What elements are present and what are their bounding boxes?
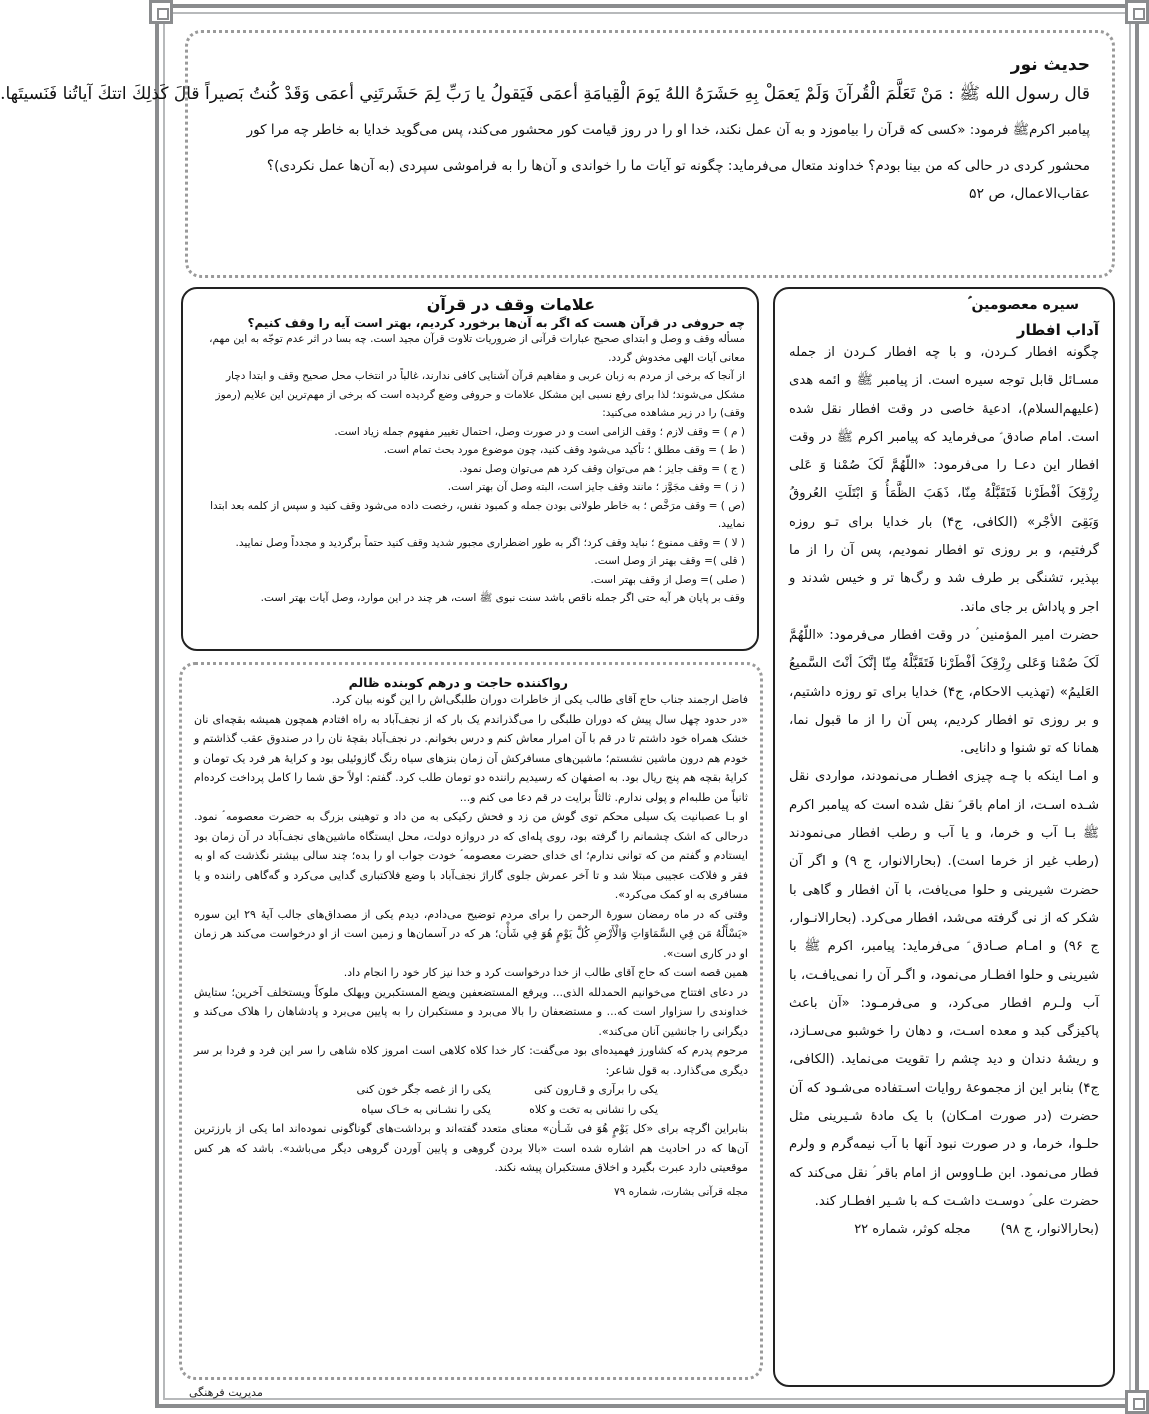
story-paragraph: مرحوم پدرم که کشاورز فهمیده‌ای بود می‌گفت: کار خدا کلاه کلاهی است امروز کلاه شاهی را سر این فرد و فردا بر سر دیگری می‌گذارد. به قول شاعر: — [194, 1044, 748, 1077]
story-box — [179, 662, 763, 1380]
waqf-mark-item: ( قلی )= وقف بهتر از وصل است. — [594, 555, 745, 567]
waqf-mark-item: ( ج ) = وقف جایز ؛ هم می‌توان وقف کرد هم می‌توان وصل نمود. — [459, 462, 745, 475]
story-paragraph: فاضل ارجمند جناب حاج آقای طالب یکی از خاطرات دوران طلبگی‌اش را این گونه بیان کرد. — [331, 693, 748, 706]
hadith-translation-line-1: پیامبر اکرمﷺ فرمود: «کسی که قرآن را بیاموزد و به آن عمل نکند، خدا او را در روز قیامت کور محشور می‌کند، پس می‌گوید خدایا به خاطر چه مرا کور — [246, 122, 1090, 138]
waqf-mark-item: ( ز ) = وقف مجَوَّز ؛ مانند وقف جایز است، البته وصل آن بهتر است. — [447, 481, 745, 493]
corner-ornament-icon — [1125, 1390, 1149, 1414]
sireh-title: سیره معصومین ؑ — [968, 297, 1079, 313]
waqf-mark-item: ( صلی )= وصل از وقف بهتر است. — [590, 573, 745, 586]
sireh-citation: (بحارالانوار، ج ۹۸) — [1000, 1222, 1099, 1238]
story-source: مجله قرآنی بشارت، شماره ۷۹ — [613, 1185, 748, 1198]
corner-ornament-icon — [1125, 0, 1149, 24]
hadith-title: حدیث نور — [1010, 55, 1090, 75]
waqf-mark-item: ( م ) = وقف لازم ؛ وقف الزامی است و در صورت وصل، احتمال تغییر مفهوم جمله زیاد است. — [334, 425, 745, 438]
story-paragraph: وقتی که در ماه رمضان سورهٔ الرحمن را برای مردم توضیح می‌دادم، دیدم یکی از مصداق‌های جالب آیهٔ ۲۹ این سوره «يَسْأَلُهُ مَن فِي السَّمَاوَاتِ وَالْأَرْضِ كُلَّ يَوْمٍ هُوَ فِي شَأْن؛ هر که در آسمان‌ها و زمین است از او درخواست می‌کند هر زمان او در کاری است». — [194, 907, 748, 960]
waqf-mark-item: وقف بر پایان هر آیه حتی اگر جمله ناقص باشد سنت نبوی ﷺ است، هر چند در این موارد، وصل آیات بهتر است. — [260, 592, 745, 604]
waqf-marks-box — [181, 287, 759, 651]
sireh-box — [773, 287, 1115, 1387]
poem-hemistich: یکی را نشـانی به خـاک سیاه — [361, 1102, 491, 1116]
sireh-subtitle: آداب افطار — [1016, 321, 1099, 339]
waqf-paragraph: از آنجا که برخی از مردم به زبان عربی و مفاهیم قرآن آشنایی کافی ندارند، غالباً در انتخاب محل صحیح وقف و ابتدا دچار مشکل می‌شوند؛ لذا برای رفع نسبی این مشکل علامات و حروفی وضع گردیده است که برخی از مهم‌ترین این علایم (رموز وقف) را در زیر مشاهده می‌کنید: — [215, 370, 745, 419]
hadith-source: عقاب‌الاعمال، ص ۵۲ — [968, 186, 1090, 202]
poem-hemistich: یکی را برآری و قـارون کنی — [534, 1083, 658, 1096]
poem — [194, 1080, 748, 1119]
waqf-mark-item: (ص ) = وقف مرَخَّص ؛ به خاطر طولانی بودن جمله و کمبود نفس، رخصت داده می‌شود وقف کنید و سپس از کلمه بعد ابتدا نمایید. — [210, 499, 745, 530]
sireh-source-row — [789, 1216, 1099, 1244]
waqf-mark-item: ( ط ) = وقف مطلق ؛ تأکید می‌شود وقف کنید، چون موضوع مورد بحث تمام است. — [383, 444, 745, 456]
waqf-question: چه حروفی در قرآن هست که اگر به آن‌ها برخورد کردیم، بهتر است آیه را وقف کنیم؟ — [247, 316, 745, 330]
waqf-title: علامات وقف در قرآن — [426, 295, 595, 314]
footer-department: مدیریت فرهنگی — [189, 1386, 263, 1399]
story-paragraph: در دعای افتتاح می‌خوانیم الحمدلله الذی... ویرفع المستضعفین ویضع المستکبرین ویهلک ملوکاً ویستخلف آخرین؛ ستایش خداوندی را سزاوار است که... و مستضعفان را بالا می‌برد و مستکبران را به پایین می‌برد و پادشاهان را هلاک می‌کند و دیگرانی را جانشین آنان می‌کند». — [194, 985, 748, 1038]
waqf-mark-item: ( لا ) = وقف ممنوع ؛ نباید وقف کرد؛ اگر به طور اضطراری مجبور شدید وقف کنید حتماً برگردید و مجدداً وصل نمایید. — [235, 536, 745, 549]
hadith-box — [0, 30, 1115, 278]
hadith-arabic-text: قال رسول الله ﷺ : مَنْ تَعَلَّمَ الْقُرآنَ وَلَمْ يَعمَلْ بِهِ حَشَرَهُ اللهُ يَومَ الْقِيامَةِ أعمَى فَيَقولُ يا رَبِّ لِمَ حَشَرتَنِي أعمَى وَقَدْ كُنتُ بَصيراً قالَ كَذلِكَ اتتكَ آياتُنا فَنَسيتَها. — [0, 84, 1090, 104]
sireh-paragraph: و امـا اینکه با چـه چیزی افطـار می‌نمودند، مواردی نقل شـده اسـت، از امام باقر ؑ نقل شده است که پیامبر اکرم ﷺ بـا آب و خرما، و یا آب و رطب افطار می‌نمودند (رطب غیر از خرما است). (بحارالانوار، ج ۹) و اگر آن حضرت شیرینی و حلوا می‌یافت، با آن افطار و گاهی با شکر که از نی گرفته می‌شد، افطار می‌کرد. (بحارالانـوار، ج ۹۶) و امـام صـادق ؑ می‌فرماید: پیامبر، اکرم ﷺ با شیرینی و حلوا افطـار می‌نمود، و اگـر آن را نمی‌یافـت، با آب ولـرم افطار می‌کرد، و می‌فرمـود: «آن باعث پاکیزگی کبد و معده اسـت، و دهان را خوشبو می‌سـازد، و ریشهٔ دندان و دید چشم را تقویت می‌نماید. (الکافی، ج۴) بنابر این از مجموعهٔ روایات اسـتفاده می‌شـود که آن حضرت (در صورت امـکان) با یک مادهٔ شـیرینی مثل حلـوا، خرما، و در صورت نبود آنها با آب نیمه‌گرم و ولرم فطار می‌نمود. ابن طـاووس از امام باقر ؑ نقل می‌کند که حضرت علی ؑ دوسـت داشـت کـه با شـیر افطـار کند. — [789, 769, 1100, 1209]
poem-hemistich: یکی را نشانی به تخت و کلاه — [529, 1102, 658, 1116]
story-paragraph: همین قصه است که حاج آقای طالب از خدا درخواست کرد و خدا نیز کار خود را انجام داد. — [343, 966, 748, 979]
corner-ornament-icon — [149, 0, 173, 24]
story-paragraph: «در حدود چهل سال پیش که دوران طلبگی را می‌گذراندم یک بار که از نجف‌آباد به راه افتادم همچون همیشه بقچه‌ای نان خشک همراه خود داشتم تا در قم با آن امرار معاش کنم و درس بخوانم. در نجف‌آباد بقچهٔ نان را در صندوق عقب گذاشتم و خودم هم درون ماشین نشستم؛ ماشین‌های مسافرکش آن زمان بنزهای سیاه رنگ گازوئیلی بود و کرایهٔ هر فرد یک تومان و کرایهٔ بقچه هم پنج ریال بود. به اصفهان که رسیدیم راننده دو تومان طلب کرد. گفتم: اولاً حق شما را کامل پرداخت کرده‌ام ثانیاً من طلبه‌ام و پولی ندارم. ثالثاً برایت در قم دعا می کنم و... — [194, 712, 748, 804]
sireh-paragraph: حضرت امیر المؤمنین ؑ در وقت افطار می‌فرمود: «اللّهُمَّ لَکَ صُمْنا وَعَلی رِزْقِکَ أفْطَرْنا فَتَقَبَّلْهُ مِنّا إنَّکَ أنْتَ السَّمیعُ العَلیمُ» (تهذیب الاحکام، ج۴) خدایا برای تو روزه داشتیم، و بر روزی تو افطار کردیم، پس آن را از ما قبول نما، همانا که تو شنوا و دانایی. — [789, 627, 1099, 757]
story-closing: بنابراین اگرچه برای «کل یَوْمٍ هُوَ فی شَـأن» معنای متعدد گفته‌اند و برداشت‌های گوناگونی نموده‌اند اما یکی از بارزترین آن‌ها که در احادیث هم اشاره شده است «بالا بردن گروهی و پایین آوردن گروهی دیگر می‌باشد». باشد که هر کس موقعیتی دارد عبرت بگیرد و اخلاق مستکبران پیشه نکند. — [194, 1122, 748, 1174]
hadith-translation-line-2: محشور کردی در حالی که من بینا بودم؟ خداوند متعال می‌فرماید: چگونه تو آیات ما را خواندی و آن‌ها را به فراموشی سپردی (به آن‌ها عمل نکردی)؟ — [266, 158, 1090, 174]
sireh-source: مجله کوثر، شماره ۲۲ — [854, 1222, 971, 1238]
poem-hemistich: یکی را از غصه جگر خون کنی — [356, 1083, 491, 1096]
sireh-paragraph: چگونه افطار کـردن، و با چه افطار کـردن از جمله مسـائل قابل توجه سیره است. از پیامبر ﷺ و ائمه هدی (علیهم‌السلام)، ادعیهٔ خاصی در وقت افطار نقل شده است. امام صادق ؑ می‌فرماید که پیامبر اکرم ﷺ در وقت افطار این دعـا را می‌فرمود: «اللّهُمَّ لَکَ صُمْنا وَ عَلی رِزْقِکَ أفْطَرْنا فَتَقَبَّلْهُ مِنّا، ذَهَبَ الظَّمَأُ وَ ابْتَلَتِ العُروقُ وَبَقِیَ الأجْر» (الکافی، ج۴) بار خدایا برای تـو روزه گرفتیم، و بر روزی تو افطار نمودیم، پس آن را از ما بپذیر، تشنگی بر طرف شد و رگ‌ها تر و خیس شدند و اجر و پاداش بر جای ماند. — [789, 345, 1099, 615]
waqf-paragraph: مسأله وقف و وصل و ابتدای صحیح عبارات قرآنی از ضروریات تلاوت قرآن مجید است. چه بسا در اثر عدم توجّه به این مهم، معانی آیات الهی مخدوش گردد. — [209, 333, 745, 364]
story-title: رواکننده حاجت و درهم کوبنده ظالم — [348, 675, 568, 690]
story-paragraph: او بـا عصبانیت یک سیلی محکم توی گوش من زد و فحش رکیکی به من داد و توهینی بزرگ به حضرت معصومه ؑ نمود. درحالی که اشک چشمانم را گرفته بود، روی پله‌ای که در دروازه دولت، محل ایستگاه ماشین‌های نجف‌آباد در آن زمان بود ایستادم و گفتم من که توانی ندارم؛ ای خدای حضرت معصومه ؑ خودت جواب او را بده؛ چند سالی بیشتر نگذشت که او به فقر و فلاکت عجیبی مبتلا شد و تا آخر عمرش جلوی گاراژ نجف‌آباد با وضع فلاکتباری گدایی می‌کرد و گه‌گاهی راننده و یا مسافری به او کمک می‌کرد». — [194, 810, 748, 901]
